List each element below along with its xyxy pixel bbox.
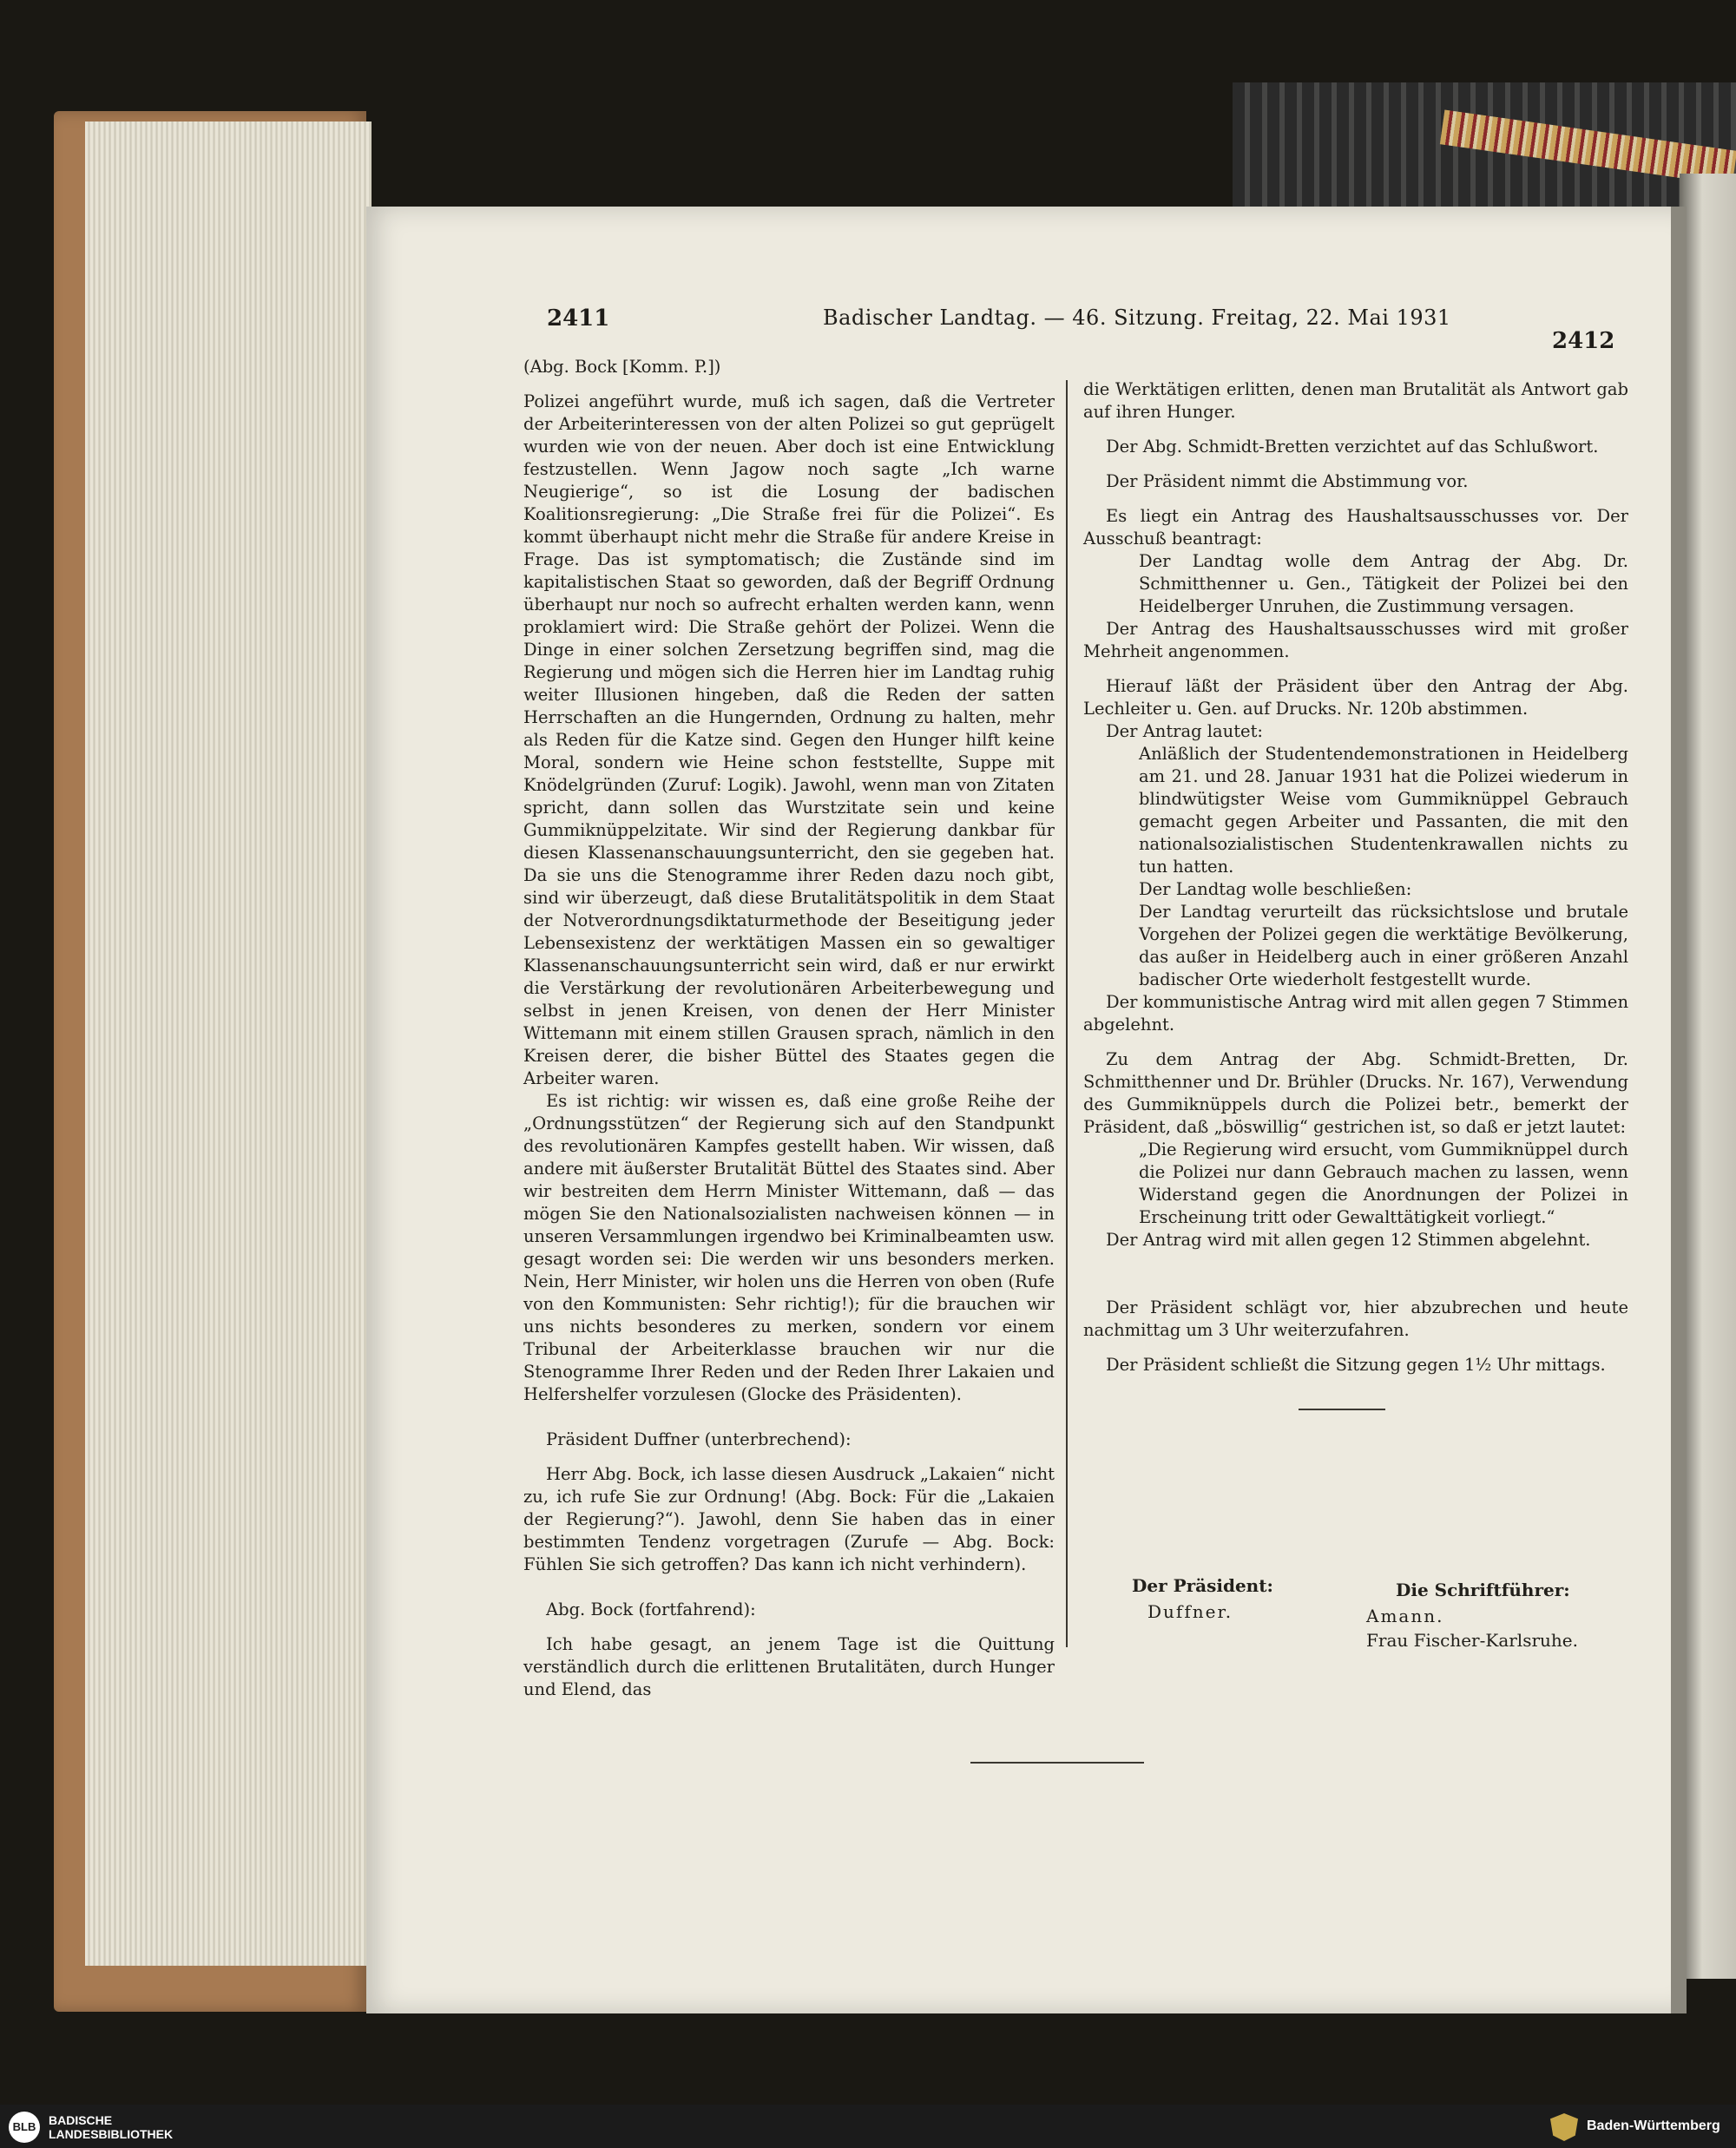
speaker-label: (Abg. Bock [Komm. P.]) bbox=[523, 357, 721, 377]
president-name: Duffner. bbox=[1147, 1601, 1233, 1622]
secretary-name: Frau Fischer-Karlsruhe. bbox=[1366, 1630, 1578, 1651]
quoted-motion: Der Landtag verurteilt das rücksichtslose und brutale Vorgehen der Polizei gegen die werktätige Bevölkerung, das außer in Heidelberg auch in einer größeren Anzahl badischer Orte wiederholt festgestellt wurde. bbox=[1139, 902, 1628, 989]
running-title: Badischer Landtag. — 46. Sitzung. Freitag, 22. Mai 1931 bbox=[823, 305, 1451, 330]
quoted-motion: Der Landtag wolle beschließen: bbox=[1139, 879, 1412, 899]
paragraph: Hierauf läßt der Präsident über den Antrag der Abg. Lechleiter u. Gen. auf Drucks. Nr. 120b abstimmen. bbox=[1083, 676, 1628, 719]
right-column bbox=[1083, 378, 1628, 1376]
paragraph: Der Antrag wird mit allen gegen 12 Stimmen abgelehnt. bbox=[1106, 1230, 1591, 1250]
paragraph: Der Antrag des Haushaltsausschusses wird mit großer Mehrheit angenommen. bbox=[1083, 619, 1628, 661]
speaker-label: Abg. Bock (fortfahrend): bbox=[546, 1600, 756, 1619]
paragraph: Polizei angeführt wurde, muß ich sagen, daß die Vertreter der Arbeiterinteressen von der alten Polizei so gut geprügelt wurden wie von der neuen. Aber doch ist eine Entwicklung festzustellen. Wenn Jagow noch sagte „Ich warne Neugierige“, so ist die Losung der badischen Koalitionsregierung: „Die Straße frei für die Polizei“. Es kommt überhaupt nicht mehr die Straße für andere Kreise in Frage. Das ist symptomatisch; die Zustände sind im kapitalistischen Staat so geworden, daß der Begriff Ordnung überhaupt nur noch so aufrecht erhalten werden kann, wenn proklamiert wird: Die Straße gehört der Polizei. Wenn die Dinge in einer solchen Zersetzung begriffen sind, mag die Regierung und mögen sich die Herren hier im Landtag ruhig weiter Illusionen hingeben, daß die Reden der satten Herrschaften an die Hungernden, Ordnung zu halten, mehr als Reden für die Katze sind. Gegen den Hunger hilft keine Moral, sondern wie Heine schon feststellte, Suppe mit Knödelgründen (Zuruf: Logik). Jawohl, wenn man von Zitaten spricht, dann sollen das Wurstzitate sein und keine Gummiknüppelzitate. Wir sind der Regierung dankbar für diesen Klassenanschauungsunterricht, den sie gegeben hat. Da sie uns die Stenogramme ihrer Reden dazu noch gibt, sind wir überzeugt, daß diese Brutalitätspolitik in dem Staat der Notverordnungsdiktaturmethode der Beseitigung jeder Lebensexistenz der werktätigen Massen ein so gewaltiger Klassenanschauungsunterricht sein wird, daß er nur erwirkt die Verstärkung der revolutionären Arbeiterbewegung und selbst in jenen Kreisen, von denen der Herr Minister Wittemann mit einem stillen Grausen sprach, nämlich in den Kreisen derer, die bisher Büttel des Staates gegen die Arbeiter waren. bbox=[523, 391, 1055, 1088]
paragraph: Es liegt ein Antrag des Haushaltsausschusses vor. Der Ausschuß beantragt: bbox=[1083, 506, 1628, 548]
secretary-name: Amann. bbox=[1366, 1606, 1444, 1626]
paragraph: Der kommunistische Antrag wird mit allen gegen 7 Stimmen abgelehnt. bbox=[1083, 992, 1629, 1035]
page-gutter bbox=[1671, 207, 1687, 2013]
state-name: Baden-Württemberg bbox=[1587, 2118, 1720, 2133]
paragraph: Es ist richtig: wir wissen es, daß eine große Reihe der „Ordnungsstützen“ der Regierung sich auf den Standpunkt des revolutionären Kampfes gestellt haben. Wir wissen, daß andere mit äußerster Brutalität Büttel des Staates sind. Aber wir bestreiten dem Herrn Minister Wittemann, daß — das mögen Sie den Nationalsozialisten nachweisen können — in unseren Versammlungen irgendwo bei Kriminalbeamten usw. gesagt worden sei: Die werden wir uns besonders merken. Nein, Herr Minister, wir holen uns die Herren von oben (Rufe von den Kommunisten: Sehr richtig!); für die brauchen wir uns nichts besonderes zu merken, sondern vor einem Tribunal der Arbeiterklasse brauchen wir nur die Stenogramme Ihrer Reden und der Reden Ihrer Lakaien und Helfershelfer vorzulesen (Glocke des Präsidenten). bbox=[523, 1091, 1055, 1404]
page-number-left: 2411 bbox=[547, 305, 610, 332]
paragraph: die Werktätigen erlitten, denen man Brutalität als Antwort gab auf ihren Hunger. bbox=[1083, 379, 1628, 422]
coat-of-arms-icon bbox=[1550, 2113, 1578, 2141]
page-number-right: 2412 bbox=[1552, 328, 1615, 354]
page-edges bbox=[85, 122, 372, 1966]
left-column bbox=[523, 356, 1055, 1701]
paragraph: Der Präsident nimmt die Abstimmung vor. bbox=[1106, 471, 1469, 491]
library-name-line: BADISCHE bbox=[49, 2113, 113, 2127]
paragraph: Der Antrag lautet: bbox=[1106, 721, 1264, 741]
president-label: Der Präsident: bbox=[1132, 1575, 1273, 1596]
viewer-footer bbox=[0, 2105, 1736, 2148]
paragraph: Zu dem Antrag der Abg. Schmidt-Bretten, Dr. Schmitthenner und Dr. Brühler (Drucks. Nr. 167), Verwendung des Gummiknüppels durch die Polizei betr., bemerkt der Präsident, daß „böswillig“ gestrichen ist, so daß er jetzt lautet: bbox=[1083, 1049, 1628, 1137]
library-name-line: LANDESBIBLIOTHEK bbox=[49, 2127, 174, 2141]
quoted-motion: Der Landtag wolle dem Antrag der Abg. Dr. Schmitthenner u. Gen., Tätigkeit der Polizei bei den Heidelberger Unruhen, die Zustimmung versagen. bbox=[1139, 551, 1628, 616]
paragraph: Der Präsident schlägt vor, hier abzubrechen und heute nachmittag um 3 Uhr weiterzufahren. bbox=[1083, 1297, 1628, 1340]
paragraph: Herr Abg. Bock, ich lasse diesen Ausdruck „Lakaien“ nicht zu, ich rufe Sie zur Ordnung! (Abg. Bock: Für die „Lakaien der Regierung?“). Jawohl, denn Sie haben das in einer bestimmten Tendenz vorgetragen (Zurufe — Abg. Bock: Fühlen Sie sich getroffen? Das kann ich nicht verhindern). bbox=[523, 1464, 1055, 1574]
paragraph: Ich habe gesagt, an jenem Tage ist die Quittung verständlich durch die erlittenen Brutalitäten, durch Hunger und Elend, das bbox=[523, 1634, 1055, 1699]
quoted-motion: Anläßlich der Studentendemonstrationen in Heidelberg am 21. und 28. Januar 1931 hat die Polizei wiederum in blindwütigster Weise vom Gummiknüppel Gebrauch gemacht gegen Arbeiter und Passanten, die mit den nationalsozialistischen Studentenkrawallen nichts zu tun hatten. bbox=[1139, 744, 1628, 877]
section-rule bbox=[1299, 1409, 1385, 1410]
quoted-motion: „Die Regierung wird ersucht, vom Gummiknüppel durch die Polizei nur dann Gebrauch machen zu lassen, wenn Widerstand gegen die Anordnungen der Polizei in Erscheinung tritt oder Gewalttätigkeit vorliegt.“ bbox=[1139, 1140, 1628, 1227]
paragraph: Der Abg. Schmidt-Bretten verzichtet auf das Schlußwort. bbox=[1106, 437, 1599, 457]
blb-logo: BLB bbox=[9, 2112, 40, 2143]
library-name bbox=[49, 2113, 173, 2141]
paragraph: Der Präsident schließt die Sitzung gegen 1½ Uhr mittags. bbox=[1106, 1355, 1606, 1375]
bottom-rule bbox=[970, 1762, 1144, 1764]
page-fold bbox=[1680, 174, 1736, 1979]
column-divider bbox=[1066, 380, 1068, 1647]
secretaries-label: Die Schriftführer: bbox=[1396, 1580, 1570, 1600]
speaker-label: Präsident Duffner (unterbrechend): bbox=[546, 1429, 852, 1449]
